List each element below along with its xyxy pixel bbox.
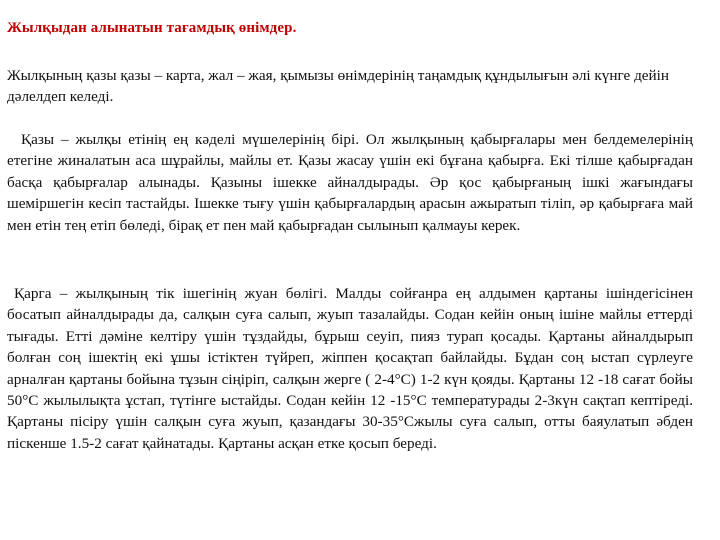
- qarta-paragraph: Қарга – жылқының тік ішегінің жуан бөлігі. Малды сойғанра ең алдымен қартаны ішіндегісінен босатып айналдырады да, салқын суға салып, жуып тазалайды. Содан кейін оның ішіне майлы еттерді тығады. Етті дәміне келтіру үшін тұздайды, бұрыш сеуіп, пияз турап қосады. Қартаны айналдырып болған соң ішектің екі ұшы істіктен түйреп, жіппен қосақтап байлайды. Бұдан соң ыстап сүрлеуге арналған қартаны бойына тұзын сіңіріп, салқын жерге ( 2-4°С) 1-2 күн қояды. Қартаны 12 -18 сағат бойы 50°С жылылықта ұстап, түтінге ыстайды. Содан кейін 12 -15°С температурады 2-3күн сақтап кептіреді. Қартаны пісіру үшін салқын суға жуып, қазандағы 30-35°Сжылы суға салып, отты баяулатып әбден піскенше 1.5-2 сағат қайнатады. Қартаны асқан етке қосып береді.: [7, 285, 693, 452]
- document-title: Жылқыдан алынатын тағамдық өнімдер.: [7, 20, 297, 36]
- intro-paragraph: Жылқының қазы қазы – карта, жал – жая, қымызы өнімдерінің таңамдық құндылығын әлі күнге дейін дәлелдеп келеді.: [7, 67, 670, 106]
- qazy-paragraph: Қазы – жылқы етінің ең кәделі мүшелерінің бірі. Ол жылқының қабырғалары мен белдемелерінің етегіне жиналатын аса шұрайлы, майлы ет. Қазы жасау үшін екі бұғана қабырға. Екі тілше қабырғадан басқа қабырғалар алынады. Қазыны ішекке айналдырады. Әр қос қабырғаның ішкі жағындағы шеміршегін кесіп тастайды. Ішекке тығу үшін қабырғалардың арасын ажыратып тіліп, әр қабырғаға май мен етін тең етіп бөледі, бірақ ет пен май қабырғадан сылынып қалмауы керек.: [7, 131, 693, 234]
